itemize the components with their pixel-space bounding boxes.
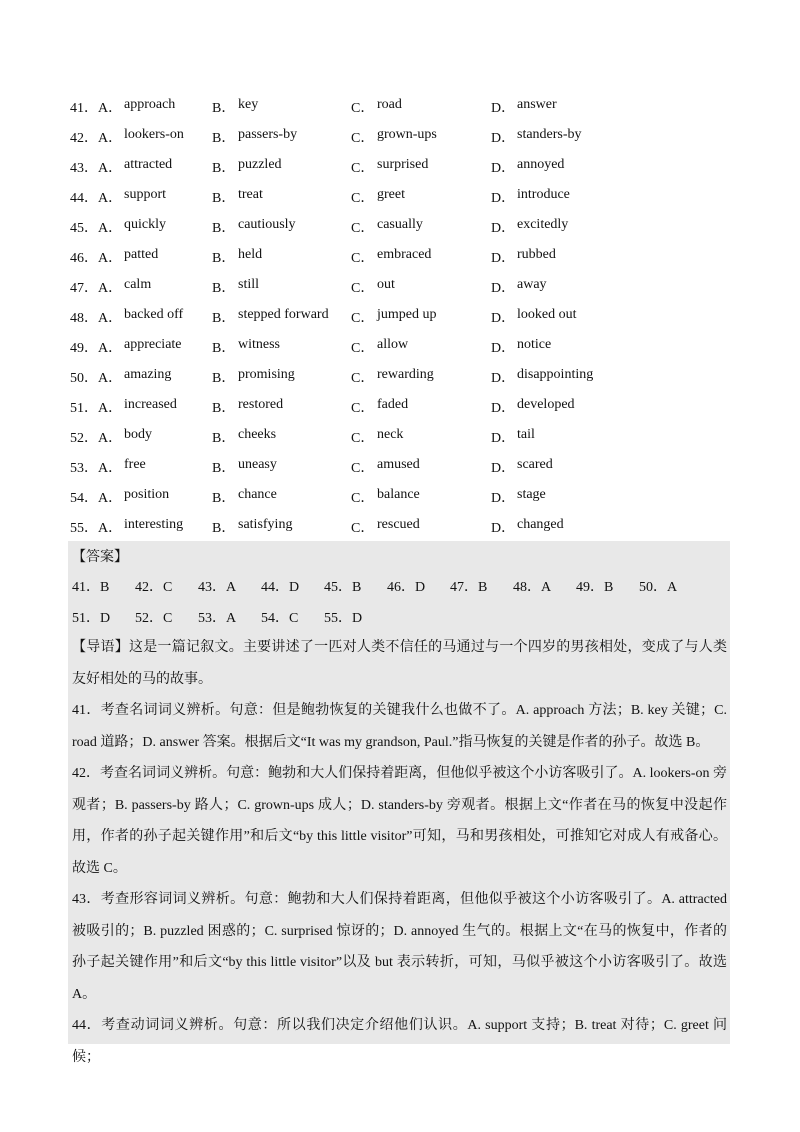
option-text: attracted bbox=[124, 157, 173, 172]
question-row bbox=[70, 332, 730, 362]
option-letter: A． bbox=[98, 461, 123, 476]
option-letter: D． bbox=[491, 251, 516, 266]
option-text: free bbox=[124, 457, 146, 472]
option-c bbox=[351, 337, 491, 357]
option-letter: B． bbox=[212, 371, 236, 386]
option-text: body bbox=[124, 427, 152, 442]
answer-item: 50．A bbox=[639, 580, 678, 595]
option-text: embraced bbox=[377, 247, 432, 262]
option-text: cautiously bbox=[238, 217, 296, 232]
option-letter: D． bbox=[491, 371, 516, 386]
option-a bbox=[98, 187, 212, 207]
answer-item: 55．D bbox=[324, 611, 363, 626]
option-text: chance bbox=[238, 487, 277, 502]
option-text: standers-by bbox=[517, 127, 582, 142]
option-d bbox=[491, 277, 691, 297]
option-letter: C． bbox=[351, 431, 375, 446]
option-letter: A． bbox=[98, 251, 123, 266]
option-letter: B． bbox=[212, 101, 236, 116]
answer-item: 46．D bbox=[387, 580, 426, 595]
question-number: 41． bbox=[70, 101, 98, 116]
option-letter: D． bbox=[491, 221, 516, 236]
option-letter: B． bbox=[212, 311, 236, 326]
question-row bbox=[70, 512, 730, 542]
question-number: 50． bbox=[70, 371, 98, 386]
option-text: increased bbox=[124, 397, 177, 412]
option-d bbox=[491, 517, 691, 537]
question-number: 54． bbox=[70, 491, 98, 506]
option-c bbox=[351, 457, 491, 477]
option-letter: C． bbox=[351, 161, 375, 176]
option-text: held bbox=[238, 247, 263, 262]
option-c bbox=[351, 157, 491, 177]
answer-item: 47．B bbox=[450, 580, 488, 595]
option-letter: A． bbox=[98, 491, 123, 506]
option-letter: D． bbox=[491, 341, 516, 356]
option-letter: A． bbox=[98, 311, 123, 326]
option-letter: D． bbox=[491, 281, 516, 296]
option-letter: A． bbox=[98, 401, 123, 416]
option-letter: A． bbox=[98, 191, 123, 206]
question-row bbox=[70, 422, 730, 452]
option-c bbox=[351, 397, 491, 417]
answer-item: 43．A bbox=[198, 580, 237, 595]
option-letter: B． bbox=[212, 131, 236, 146]
option-text: jumped up bbox=[377, 307, 437, 322]
option-a bbox=[98, 97, 212, 117]
option-text: allow bbox=[377, 337, 409, 352]
question-row bbox=[70, 452, 730, 482]
option-text: still bbox=[238, 277, 260, 292]
option-letter: A． bbox=[98, 131, 123, 146]
answers-row-2 bbox=[72, 602, 387, 632]
answers-row-1 bbox=[72, 571, 702, 601]
question-row bbox=[70, 182, 730, 212]
answer-item: 49．B bbox=[576, 580, 614, 595]
option-letter: B． bbox=[212, 521, 236, 536]
answer-item: 44．D bbox=[261, 580, 300, 595]
question-row bbox=[70, 92, 730, 122]
option-text: excitedly bbox=[517, 217, 569, 232]
option-text: away bbox=[517, 277, 547, 292]
explanation-44: 44．考查动词词义辨析。句意：所以我们决定介绍他们认识。A. support 支持；B. treat 对待；C. greet 问候； bbox=[72, 1018, 727, 1065]
option-c bbox=[351, 307, 491, 327]
option-a bbox=[98, 307, 212, 327]
option-text: approach bbox=[124, 97, 176, 112]
option-d bbox=[491, 217, 691, 237]
option-c bbox=[351, 187, 491, 207]
option-letter: C． bbox=[351, 191, 375, 206]
question-row bbox=[70, 152, 730, 182]
question-number: 51． bbox=[70, 401, 98, 416]
option-c bbox=[351, 247, 491, 267]
option-text: surprised bbox=[377, 157, 429, 172]
option-text: passers-by bbox=[238, 127, 298, 142]
option-a bbox=[98, 487, 212, 507]
option-letter: B． bbox=[212, 161, 236, 176]
option-d bbox=[491, 127, 691, 147]
option-text: amazing bbox=[124, 367, 172, 382]
answer-item: 51．D bbox=[72, 611, 111, 626]
option-b bbox=[212, 127, 351, 147]
option-d bbox=[491, 157, 691, 177]
option-b bbox=[212, 337, 351, 357]
question-row bbox=[70, 212, 730, 242]
question-row bbox=[70, 482, 730, 512]
option-b bbox=[212, 277, 351, 297]
option-a bbox=[98, 517, 212, 537]
option-d bbox=[491, 427, 691, 447]
option-text: backed off bbox=[124, 307, 184, 322]
option-text: patted bbox=[124, 247, 159, 262]
option-letter: A． bbox=[98, 341, 123, 356]
option-a bbox=[98, 367, 212, 387]
option-b bbox=[212, 187, 351, 207]
option-letter: B． bbox=[212, 491, 236, 506]
option-text: rescued bbox=[377, 517, 420, 532]
option-letter: C． bbox=[351, 311, 375, 326]
option-letter: C． bbox=[351, 401, 375, 416]
question-number: 42． bbox=[70, 131, 98, 146]
option-c bbox=[351, 367, 491, 387]
question-options-table bbox=[70, 92, 730, 542]
question-number: 49． bbox=[70, 341, 98, 356]
option-b bbox=[212, 97, 351, 117]
option-text: amused bbox=[377, 457, 420, 472]
option-c bbox=[351, 427, 491, 447]
option-b bbox=[212, 247, 351, 267]
option-letter: B． bbox=[212, 461, 236, 476]
option-text: support bbox=[124, 187, 166, 202]
question-number: 52． bbox=[70, 431, 98, 446]
option-letter: D． bbox=[491, 401, 516, 416]
question-number: 47． bbox=[70, 281, 98, 296]
option-c bbox=[351, 277, 491, 297]
option-text: cheeks bbox=[238, 427, 277, 442]
option-text: interesting bbox=[124, 517, 184, 532]
question-row bbox=[70, 362, 730, 392]
option-text: stepped forward bbox=[238, 307, 329, 322]
option-d bbox=[491, 337, 691, 357]
option-letter: B． bbox=[212, 191, 236, 206]
option-d bbox=[491, 307, 691, 327]
answer-item: 54．C bbox=[261, 611, 299, 626]
intro-paragraph: 【导语】这是一篇记叙文。主要讲述了一匹对人类不信任的马通过与一个四岁的男孩相处，变成了与人类友好相处的马的故事。 bbox=[72, 640, 727, 687]
explanation-43: 43．考查形容词词义辨析。句意：鲍勃和大人们保持着距离，但他似乎被这个小访客吸引了。A. attracted 被吸引的；B. puzzled 困惑的；C. surprised 惊讶的；D. annoyed 生气的。根据上文“在马的恢复中，作者的孙子起关键作用”和后文“by this little visitor”以及 but 表示转折，可知，马似乎被这个小访客吸引了。故选 A。 bbox=[72, 892, 727, 1002]
option-text: notice bbox=[517, 337, 552, 352]
option-b bbox=[212, 427, 351, 447]
option-letter: C． bbox=[351, 461, 375, 476]
option-c bbox=[351, 217, 491, 237]
answer-item: 41．B bbox=[72, 580, 110, 595]
option-text: quickly bbox=[124, 217, 166, 232]
option-d bbox=[491, 247, 691, 267]
option-letter: C． bbox=[351, 371, 375, 386]
answer-title: 【答案】 bbox=[72, 550, 128, 565]
option-letter: C． bbox=[351, 221, 375, 236]
answer-item: 45．B bbox=[324, 580, 362, 595]
option-text: looked out bbox=[517, 307, 577, 322]
option-text: introduce bbox=[517, 187, 570, 202]
option-text: faded bbox=[377, 397, 409, 412]
option-text: promising bbox=[238, 367, 295, 382]
option-text: annoyed bbox=[517, 157, 565, 172]
option-letter: A． bbox=[98, 431, 123, 446]
option-text: rubbed bbox=[517, 247, 556, 262]
option-c bbox=[351, 517, 491, 537]
option-text: out bbox=[377, 277, 395, 292]
option-text: grown-ups bbox=[377, 127, 437, 142]
option-letter: A． bbox=[98, 521, 123, 536]
option-a bbox=[98, 337, 212, 357]
question-row bbox=[70, 272, 730, 302]
option-letter: B． bbox=[212, 251, 236, 266]
option-text: lookers-on bbox=[124, 127, 184, 142]
answer-item: 42．C bbox=[135, 580, 173, 595]
option-letter: C． bbox=[351, 521, 375, 536]
option-c bbox=[351, 97, 491, 117]
option-text: scared bbox=[517, 457, 553, 472]
option-b bbox=[212, 457, 351, 477]
option-letter: A． bbox=[98, 281, 123, 296]
option-text: neck bbox=[377, 427, 404, 442]
option-letter: C． bbox=[351, 131, 375, 146]
option-letter: D． bbox=[491, 191, 516, 206]
option-a bbox=[98, 157, 212, 177]
option-text: balance bbox=[377, 487, 420, 502]
option-letter: C． bbox=[351, 101, 375, 116]
option-d bbox=[491, 367, 691, 387]
option-text: restored bbox=[238, 397, 284, 412]
option-a bbox=[98, 247, 212, 267]
explanation-42: 42．考查名词词义辨析。句意：鲍勃和大人们保持着距离，但他似乎被这个小访客吸引了。A. lookers-on 旁观者；B. passers-by 路人；C. grown-ups 成人；D. standers-by 旁观者。根据上文“作者在马的恢复中没起作用，作者的孙子起关键作用”和后文“by this little visitor”可知，马和男孩相处，可推知它对成人有戒备心。故选 C。 bbox=[72, 766, 727, 876]
option-letter: D． bbox=[491, 161, 516, 176]
option-a bbox=[98, 217, 212, 237]
option-text: puzzled bbox=[238, 157, 282, 172]
question-number: 44． bbox=[70, 191, 98, 206]
option-a bbox=[98, 397, 212, 417]
option-text: treat bbox=[238, 187, 263, 202]
option-b bbox=[212, 157, 351, 177]
option-text: changed bbox=[517, 517, 564, 532]
option-letter: A． bbox=[98, 101, 123, 116]
question-row bbox=[70, 302, 730, 332]
option-letter: A． bbox=[98, 221, 123, 236]
question-row bbox=[70, 122, 730, 152]
option-text: appreciate bbox=[124, 337, 182, 352]
answer-item: 52．C bbox=[135, 611, 173, 626]
option-text: answer bbox=[517, 97, 557, 112]
option-letter: D． bbox=[491, 101, 516, 116]
question-number: 45． bbox=[70, 221, 98, 236]
option-d bbox=[491, 187, 691, 207]
option-letter: A． bbox=[98, 161, 123, 176]
option-letter: D． bbox=[491, 431, 516, 446]
option-text: witness bbox=[238, 337, 280, 352]
option-letter: D． bbox=[491, 131, 516, 146]
option-a bbox=[98, 277, 212, 297]
option-b bbox=[212, 487, 351, 507]
question-number: 48． bbox=[70, 311, 98, 326]
option-letter: B． bbox=[212, 221, 236, 236]
option-text: key bbox=[238, 97, 259, 112]
option-text: casually bbox=[377, 217, 423, 232]
question-number: 55． bbox=[70, 521, 98, 536]
option-letter: C． bbox=[351, 281, 375, 296]
question-number: 43． bbox=[70, 161, 98, 176]
question-row bbox=[70, 242, 730, 272]
option-text: tail bbox=[517, 427, 535, 442]
option-d bbox=[491, 397, 691, 417]
question-number: 46． bbox=[70, 251, 98, 266]
option-letter: C． bbox=[351, 491, 375, 506]
option-text: satisfying bbox=[238, 517, 293, 532]
option-d bbox=[491, 457, 691, 477]
option-letter: D． bbox=[491, 491, 516, 506]
option-letter: C． bbox=[351, 341, 375, 356]
option-letter: B． bbox=[212, 341, 236, 356]
option-text: developed bbox=[517, 397, 575, 412]
option-b bbox=[212, 307, 351, 327]
option-b bbox=[212, 517, 351, 537]
option-text: calm bbox=[124, 277, 152, 292]
option-letter: B． bbox=[212, 401, 236, 416]
option-letter: D． bbox=[491, 311, 516, 326]
option-b bbox=[212, 217, 351, 237]
option-letter: B． bbox=[212, 431, 236, 446]
option-text: stage bbox=[517, 487, 546, 502]
option-d bbox=[491, 97, 691, 117]
option-letter: D． bbox=[491, 461, 516, 476]
option-letter: B． bbox=[212, 281, 236, 296]
option-d bbox=[491, 487, 691, 507]
option-letter: D． bbox=[491, 521, 516, 536]
answer-item: 48．A bbox=[513, 580, 552, 595]
option-a bbox=[98, 127, 212, 147]
option-text: disappointing bbox=[517, 367, 594, 382]
option-a bbox=[98, 427, 212, 447]
option-text: rewarding bbox=[377, 367, 434, 382]
option-text: uneasy bbox=[238, 457, 277, 472]
question-number: 53． bbox=[70, 461, 98, 476]
option-letter: C． bbox=[351, 251, 375, 266]
option-letter: A． bbox=[98, 371, 123, 386]
option-text: position bbox=[124, 487, 170, 502]
option-c bbox=[351, 487, 491, 507]
option-text: greet bbox=[377, 187, 405, 202]
answer-item: 53．A bbox=[198, 611, 237, 626]
option-text: road bbox=[377, 97, 402, 112]
option-a bbox=[98, 457, 212, 477]
option-b bbox=[212, 397, 351, 417]
option-c bbox=[351, 127, 491, 147]
explanation-41: 41．考查名词词义辨析。句意：但是鲍勃恢复的关键我什么也做不了。A. approach 方法；B. key 关键；C. road 道路；D. answer 答案。根据后文“It was my grandson, Paul.”指马恢复的关键是作者的孙子。故选 B。 bbox=[72, 703, 727, 750]
option-b bbox=[212, 367, 351, 387]
question-row bbox=[70, 392, 730, 422]
